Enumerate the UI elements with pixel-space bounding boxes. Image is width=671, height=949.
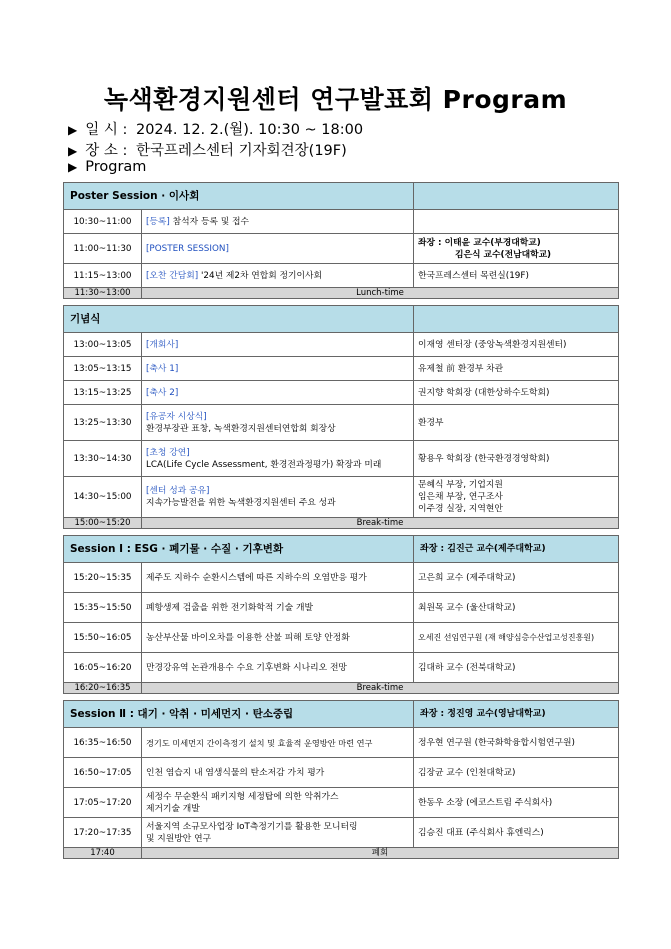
info-value: 한국프레스센터 기자회견장(19F) bbox=[135, 143, 347, 159]
speaker-cell: 고은희 교수 (제주대학교) bbox=[414, 563, 619, 593]
program-table bbox=[63, 182, 619, 859]
chair-name: 좌장 : 이태윤 교수(부경대학교) bbox=[418, 237, 541, 248]
speaker-name: 이주경 실장, 지역현안 bbox=[418, 504, 503, 514]
talk-title: 인천 염습지 내 염생식물의 탄소저감 가치 평가 bbox=[142, 758, 414, 788]
info-date bbox=[68, 118, 363, 139]
table-row bbox=[64, 381, 619, 405]
triangle-icon: ▶ bbox=[68, 160, 78, 174]
talk-title: 만경강유역 논관개용수 수요 기후변화 시나리오 전망 bbox=[142, 653, 414, 683]
time-cell: 11:30~13:00 bbox=[64, 288, 142, 299]
time-cell: 17:20~17:35 bbox=[64, 818, 142, 848]
item-tag: [POSTER SESSION] bbox=[146, 243, 229, 254]
talk-title: 제거기술 개발 bbox=[146, 803, 200, 814]
item-tag: [센터 성과 공유] bbox=[146, 486, 210, 496]
table-row bbox=[64, 405, 619, 441]
time-cell: 13:05~13:15 bbox=[64, 357, 142, 381]
speaker-name: 임은채 부장, 연구조사 bbox=[418, 492, 503, 502]
time-cell: 16:35~16:50 bbox=[64, 728, 142, 758]
talk-title: 제주도 지하수 순환시스템에 따른 지하수의 오염반응 평가 bbox=[142, 563, 414, 593]
table-row bbox=[64, 563, 619, 593]
speaker-cell: 김대하 교수 (전북대학교) bbox=[414, 653, 619, 683]
item-tag: [축사 1] bbox=[146, 363, 179, 374]
speaker-cell: 정우현 연구원 (한국화학융합시험연구원) bbox=[414, 728, 619, 758]
time-cell: 16:05~16:20 bbox=[64, 653, 142, 683]
table-row bbox=[64, 818, 619, 848]
section-chair: 좌장 : 김진근 교수(제주대학교) bbox=[414, 536, 619, 563]
triangle-icon: ▶ bbox=[68, 144, 78, 158]
speaker-cell: 환경부 bbox=[414, 405, 619, 441]
item-desc: 참석자 등록 및 접수 bbox=[169, 216, 250, 227]
talk-title: 경기도 미세먼지 간이측정기 설치 및 효율적 운영방안 마련 연구 bbox=[142, 728, 414, 758]
time-cell: 16:50~17:05 bbox=[64, 758, 142, 788]
break-label: Break-time bbox=[142, 518, 619, 529]
item-tag: [오찬 간담회] bbox=[146, 270, 199, 281]
talk-title: 서울지역 소규모사업장 IoT측정기기를 활용한 모니터링 bbox=[146, 821, 358, 832]
table-row bbox=[64, 234, 619, 264]
speaker-cell: 유제철 前 환경부 차관 bbox=[414, 357, 619, 381]
speaker-cell: 김승진 대표 (주식회사 휴엔릭스) bbox=[414, 818, 619, 848]
section-title: 기념식 bbox=[64, 306, 414, 333]
time-cell: 15:35~15:50 bbox=[64, 593, 142, 623]
item-tag: [등록] bbox=[146, 216, 170, 227]
item-tag: [축사 2] bbox=[146, 387, 179, 398]
section-title: Session Ⅱ : 대기 · 악취 · 미세먼지 · 탄소중립 bbox=[64, 701, 414, 728]
location-cell: 한국프레스센터 목련실(19F) bbox=[414, 264, 619, 288]
item-desc: LCA(Life Cycle Assessment, 환경전과정평가) 확장과 미래 bbox=[146, 459, 382, 470]
item-tag: [유공자 시상식] bbox=[146, 411, 207, 422]
item-desc: '24년 제2차 연합회 정기이사회 bbox=[198, 270, 323, 281]
break-label: Break-time bbox=[142, 683, 619, 694]
time-cell: 10:30~11:00 bbox=[64, 210, 142, 234]
triangle-icon: ▶ bbox=[68, 123, 78, 137]
time-cell: 11:00~11:30 bbox=[64, 234, 142, 264]
time-cell: 14:30~15:00 bbox=[64, 477, 142, 518]
table-row bbox=[64, 653, 619, 683]
table-row bbox=[64, 758, 619, 788]
section-title: Session Ⅰ : ESG · 폐기물 · 수질 · 기후변화 bbox=[64, 536, 414, 563]
speaker-cell: 이재영 센터장 (중앙녹색환경지원센터) bbox=[414, 333, 619, 357]
table-row bbox=[64, 333, 619, 357]
speaker-cell: 권지향 학회장 (대한상하수도학회) bbox=[414, 381, 619, 405]
table-row bbox=[64, 728, 619, 758]
time-cell: 13:30~14:30 bbox=[64, 441, 142, 477]
table-row bbox=[64, 593, 619, 623]
table-row bbox=[64, 441, 619, 477]
talk-title: 세정수 무순환식 패키지형 세정탑에 의한 악취가스 bbox=[146, 791, 339, 802]
info-value: 2024. 12. 2.(월). 10:30 ~ 18:00 bbox=[135, 122, 364, 138]
info-label: 일 시 : bbox=[85, 122, 128, 138]
time-cell: 13:00~13:05 bbox=[64, 333, 142, 357]
time-cell: 13:15~13:25 bbox=[64, 381, 142, 405]
table-row bbox=[64, 477, 619, 518]
closing-label: 폐회 bbox=[142, 848, 619, 859]
item-tag: [초청 강연] bbox=[146, 447, 190, 458]
item-desc: 지속가능발전을 위한 녹색환경지원센터 주요 성과 bbox=[146, 498, 336, 508]
break-row bbox=[64, 288, 619, 299]
section-header-poster bbox=[64, 183, 619, 210]
page-title: 녹색환경지원센터 연구발표회 Program bbox=[103, 85, 568, 114]
talk-title: 농산부산물 바이오차를 이용한 산불 피해 토양 안정화 bbox=[142, 623, 414, 653]
section-header-ceremony bbox=[64, 306, 619, 333]
time-cell: 15:20~15:35 bbox=[64, 563, 142, 593]
time-cell: 17:40 bbox=[64, 848, 142, 859]
time-cell: 16:20~16:35 bbox=[64, 683, 142, 694]
speaker-name: 문혜식 부장, 기업지원 bbox=[418, 480, 503, 490]
table-row bbox=[64, 264, 619, 288]
talk-title: 폐항생제 검출을 위한 전기화학적 기술 개발 bbox=[142, 593, 414, 623]
talk-title: 및 지원방안 연구 bbox=[146, 833, 212, 844]
section-title: Poster Session · 이사회 bbox=[64, 183, 414, 210]
chair-name: 김은식 교수(전남대학교) bbox=[455, 249, 552, 260]
closing-row bbox=[64, 848, 619, 859]
time-cell: 15:50~16:05 bbox=[64, 623, 142, 653]
break-label: Lunch-time bbox=[142, 288, 619, 299]
speaker-cell: 김장균 교수 (인천대학교) bbox=[414, 758, 619, 788]
time-cell: 15:00~15:20 bbox=[64, 518, 142, 529]
section-header-session1 bbox=[64, 536, 619, 563]
break-row bbox=[64, 683, 619, 694]
table-row bbox=[64, 788, 619, 818]
section-header-session2 bbox=[64, 701, 619, 728]
section-chair: 좌장 : 정진영 교수(영남대학교) bbox=[414, 701, 619, 728]
speaker-cell: 황용우 학회장 (한국환경경영학회) bbox=[414, 441, 619, 477]
table-row bbox=[64, 623, 619, 653]
info-program bbox=[68, 159, 146, 175]
info-value: Program bbox=[85, 159, 147, 175]
time-cell: 11:15~13:00 bbox=[64, 264, 142, 288]
speaker-cell: 한동우 소장 (에코스트림 주식회사) bbox=[414, 788, 619, 818]
info-venue bbox=[68, 139, 347, 160]
item-desc: 환경부장관 표창, 녹색환경지원센터연합회 회장상 bbox=[146, 423, 336, 434]
item-tag: [개회사] bbox=[146, 339, 179, 350]
speaker-cell: 최원목 교수 (울산대학교) bbox=[414, 593, 619, 623]
break-row bbox=[64, 518, 619, 529]
speaker-cell: 오세진 선임연구원 (재 해양심층수산업고성진흥원) bbox=[414, 623, 619, 653]
time-cell: 13:25~13:30 bbox=[64, 405, 142, 441]
table-row bbox=[64, 357, 619, 381]
table-row bbox=[64, 210, 619, 234]
time-cell: 17:05~17:20 bbox=[64, 788, 142, 818]
info-label: 장 소 : bbox=[85, 143, 128, 159]
